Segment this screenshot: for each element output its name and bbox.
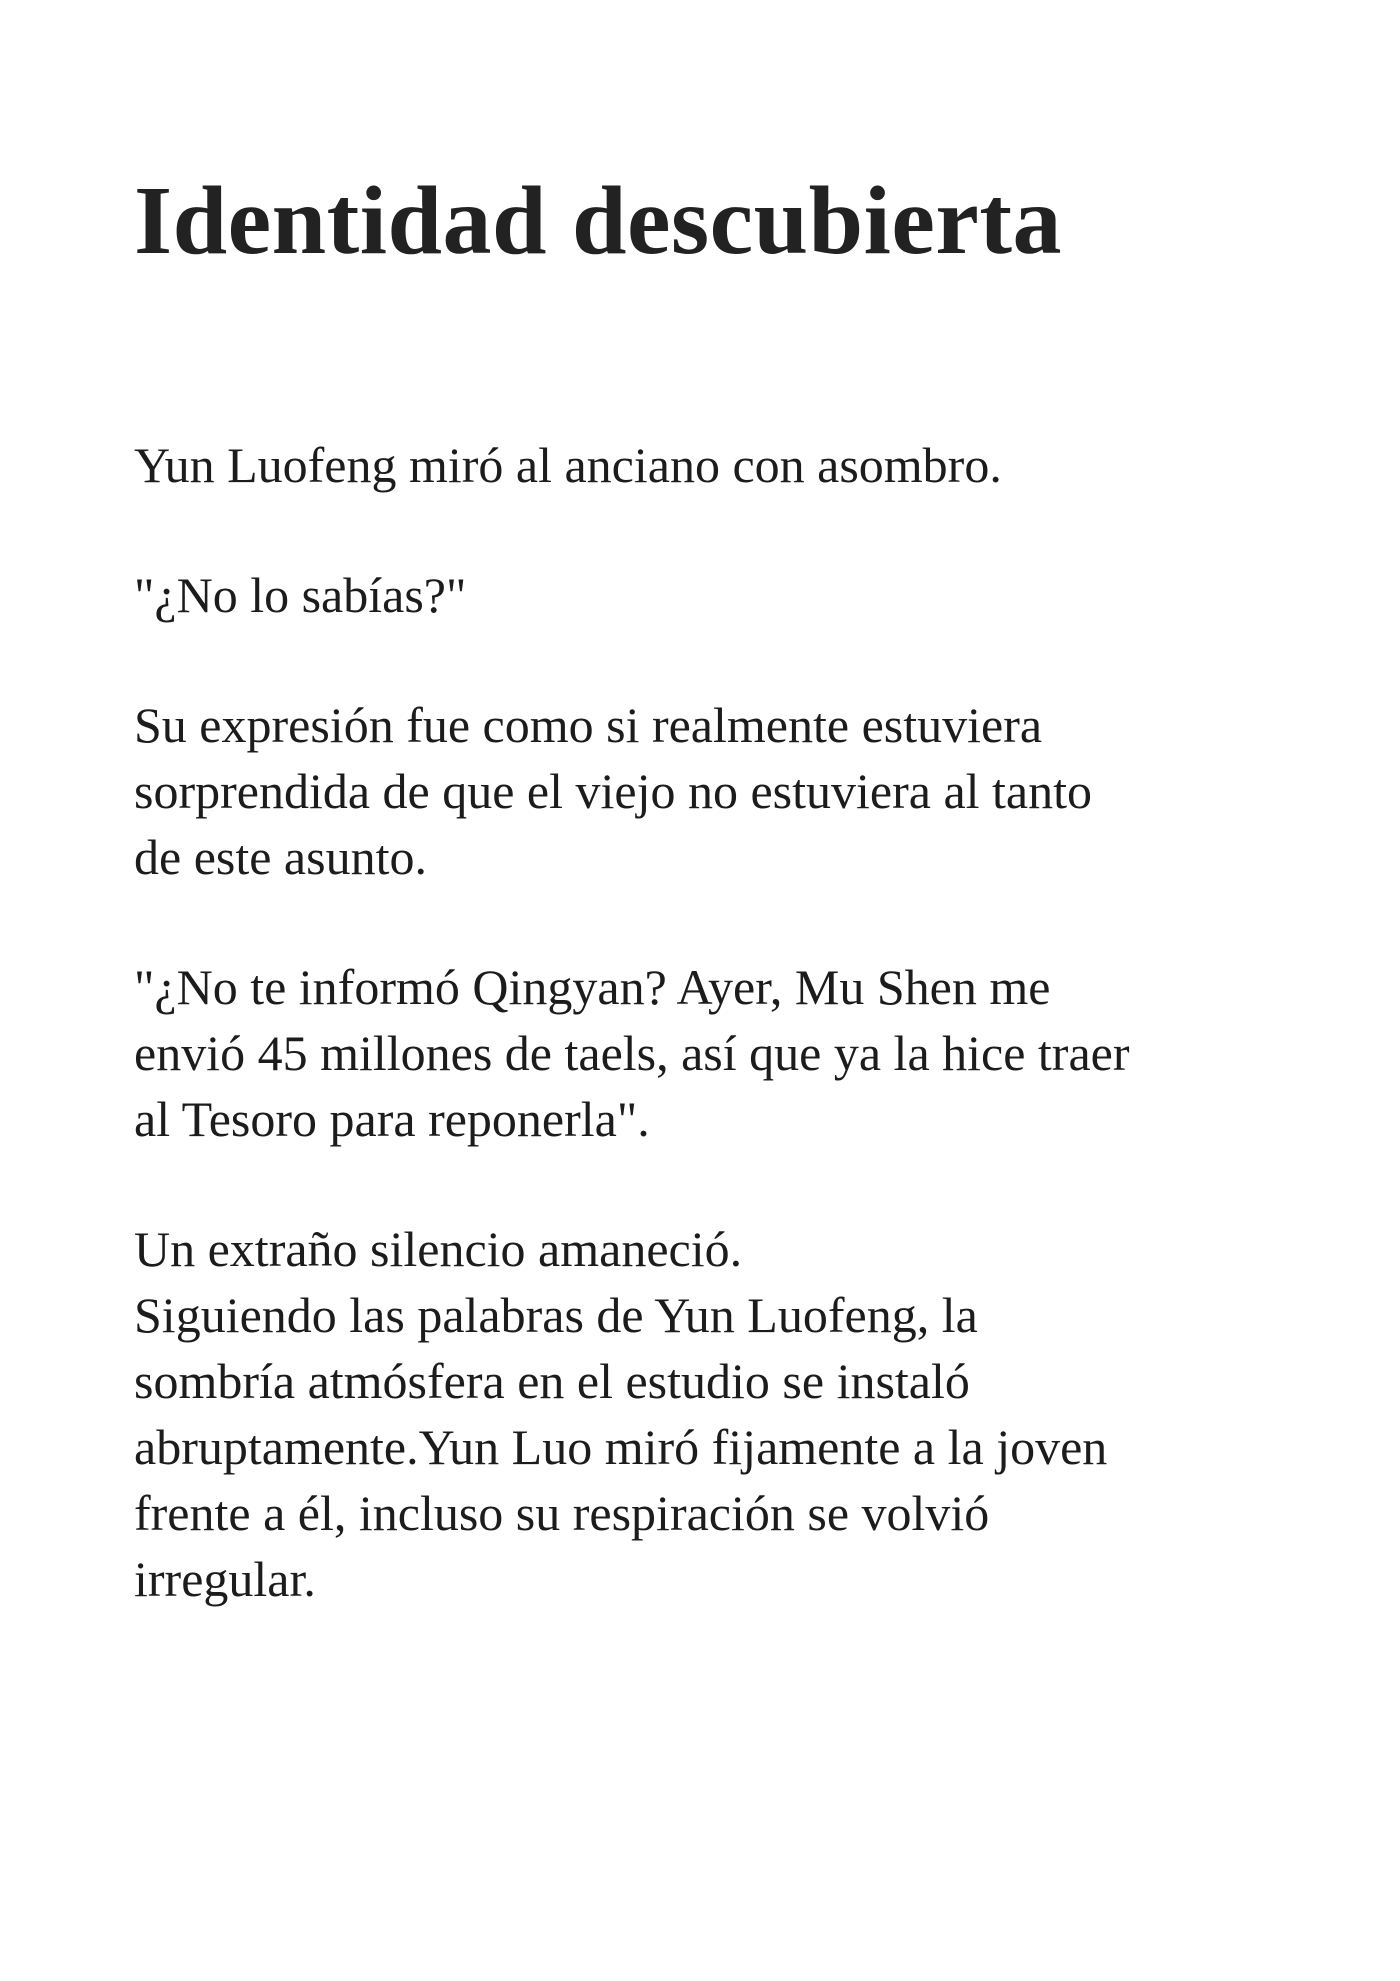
text-line: al Tesoro para reponerla".: [134, 1091, 650, 1147]
text-line: Un extraño silencio amaneció.: [134, 1221, 743, 1277]
text-line: irregular.: [134, 1551, 316, 1607]
text-line: de este asunto.: [134, 829, 427, 885]
text-line: Yun Luofeng miró al anciano con asombro.: [134, 437, 1002, 493]
text-line: sombría atmósfera en el estudio se instaló: [134, 1353, 970, 1409]
paragraph-5: [134, 1216, 1294, 1612]
paragraph-4: [134, 954, 1294, 1152]
text-line: "¿No te informó Qingyan? Ayer, Mu Shen me: [134, 959, 1051, 1015]
text-line: frente a él, incluso su respiración se volvió: [134, 1485, 990, 1541]
text-line: "¿No lo sabías?": [134, 567, 467, 623]
text-line: sorprendida de que el viejo no estuviera al tanto: [134, 763, 1093, 819]
text-line: envió 45 millones de taels, así que ya la hice traer: [134, 1025, 1130, 1081]
text-line: Siguiendo las palabras de Yun Luofeng, la: [134, 1287, 978, 1343]
paragraph-3: [134, 692, 1294, 890]
text-line: abruptamente.Yun Luo miró fijamente a la joven: [134, 1419, 1108, 1475]
page-title: Identidad descubierta: [134, 167, 1063, 275]
text-line: Su expresión fue como si realmente estuviera: [134, 697, 1043, 753]
paragraph-1: [134, 432, 1294, 498]
paragraph-2: [134, 562, 1294, 628]
